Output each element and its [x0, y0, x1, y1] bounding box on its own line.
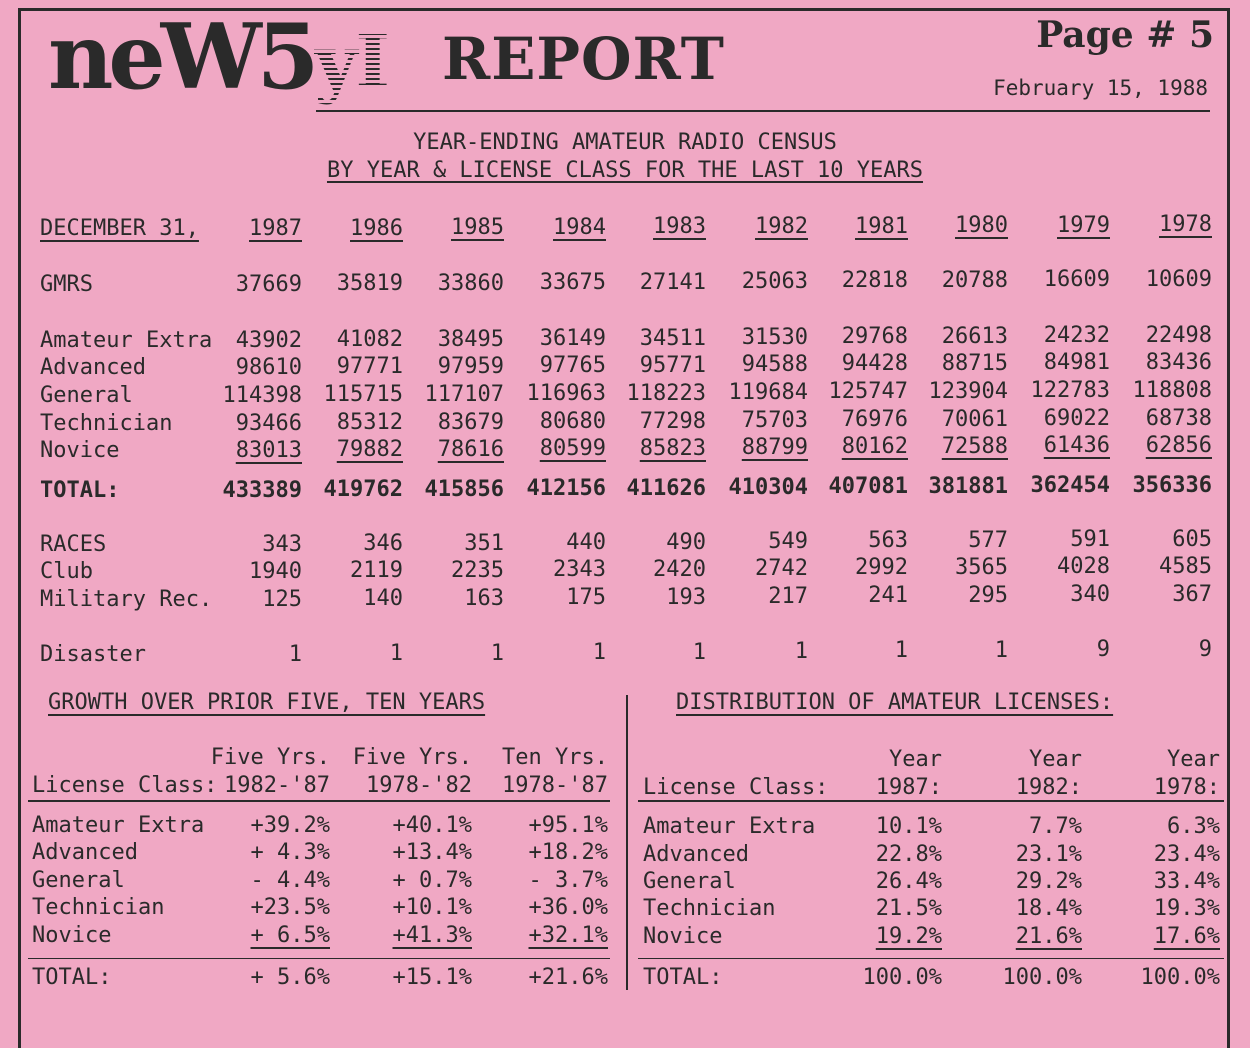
- growth-cell: +36.0%: [528, 895, 608, 920]
- growth-class-label: License Class:: [32, 773, 218, 798]
- census-cell: 4028: [1057, 554, 1110, 580]
- census-cell: 84981: [1043, 350, 1110, 376]
- census-cell: 118808: [1132, 377, 1212, 403]
- report-title: REPORT: [442, 25, 725, 93]
- census-cell: 93466: [235, 411, 302, 436]
- growth-cell: +21.6%: [528, 965, 608, 990]
- distribution-cell: 23.1%: [1015, 842, 1082, 867]
- growth-col-header: 1978-'87: [502, 773, 608, 798]
- census-row-label: Advanced: [40, 355, 146, 380]
- census-cell: 362454: [1030, 473, 1110, 499]
- census-cell: 29768: [841, 324, 908, 350]
- census-cell: 22818: [841, 268, 908, 294]
- census-cell: 125747: [828, 379, 908, 405]
- census-cell: 346: [363, 531, 403, 557]
- census-cell: 62856: [1145, 432, 1212, 458]
- distribution-cell: 21.6%: [1015, 924, 1082, 949]
- distribution-cell: 33.4%: [1153, 869, 1220, 894]
- growth-row-label: Advanced: [32, 840, 138, 865]
- census-cell: 35819: [336, 271, 403, 297]
- census-cell: 140: [363, 586, 403, 612]
- census-cell: 122783: [1030, 378, 1110, 404]
- growth-row-label: TOTAL:: [32, 965, 112, 990]
- census-row-label: GMRS: [40, 272, 93, 297]
- growth-col-header: Five Yrs.: [352, 745, 472, 770]
- census-cell: 95771: [639, 352, 706, 378]
- census-cell: 79882: [336, 437, 403, 463]
- census-cell: 98610: [235, 355, 302, 380]
- census-cell: 415856: [424, 476, 504, 502]
- census-cell: 83436: [1145, 349, 1212, 375]
- census-cell: 117107: [424, 381, 504, 407]
- distribution-cell: 10.1%: [875, 814, 942, 839]
- census-row-label: TOTAL:: [40, 478, 120, 503]
- census-cell: 193: [666, 584, 706, 610]
- census-cell: 16609: [1043, 267, 1110, 293]
- growth-cell: + 5.6%: [250, 965, 330, 990]
- distribution-cell: 100.0%: [1140, 965, 1220, 990]
- census-cell: 88799: [741, 435, 808, 460]
- census-cell: 75703: [741, 408, 808, 433]
- distribution-col-header: 1987:: [875, 775, 942, 800]
- distribution-col-header: 1982:: [1015, 775, 1082, 800]
- census-year-header: 1987: [249, 216, 302, 241]
- census-cell: 33675: [539, 270, 606, 296]
- census-year-header: 1982: [755, 214, 808, 239]
- distribution-title: DISTRIBUTION OF AMATEUR LICENSES:: [676, 690, 1114, 715]
- census-subtitle: BY YEAR & LICENSE CLASS FOR THE LAST 10 YEARS: [326, 158, 924, 183]
- growth-cell: +18.2%: [528, 840, 608, 865]
- distribution-cell: 18.4%: [1015, 896, 1082, 921]
- census-cell: 85312: [336, 410, 403, 436]
- census-cell: 85823: [639, 435, 706, 461]
- census-cell: 591: [1070, 527, 1110, 553]
- census-cell: 76976: [841, 407, 908, 433]
- census-cell: 410304: [728, 475, 808, 500]
- census-cell: 563: [868, 528, 908, 554]
- census-cell: 22498: [1145, 322, 1212, 348]
- growth-cell: +40.1%: [392, 813, 472, 838]
- census-cell: 83013: [235, 438, 302, 463]
- distribution-total-rule: [638, 958, 1224, 959]
- census-cell: 1: [490, 640, 504, 666]
- census-year-header: 1984: [553, 214, 606, 240]
- growth-cell: - 4.4%: [250, 868, 330, 893]
- census-cell: 1: [794, 639, 808, 664]
- census-cell: 27141: [639, 269, 706, 295]
- issue-date: February 15, 1988: [993, 76, 1208, 100]
- census-cell: 114398: [222, 383, 302, 408]
- census-cell: 1: [994, 637, 1008, 663]
- distribution-cell: 22.8%: [875, 842, 942, 867]
- census-cell: 119684: [728, 380, 808, 405]
- census-cell: 80599: [539, 436, 606, 462]
- growth-cell: +39.2%: [250, 813, 330, 838]
- census-cell: 2992: [855, 555, 908, 581]
- distribution-row-label: Technician: [643, 896, 776, 921]
- census-cell: 340: [1070, 582, 1110, 608]
- census-cell: 577: [968, 527, 1008, 553]
- census-year-header: 1978: [1159, 212, 1212, 238]
- distribution-cell: 29.2%: [1015, 869, 1082, 894]
- census-cell: 70061: [941, 406, 1008, 432]
- page-number: Page # 5: [1036, 14, 1214, 56]
- census-year-header: 1979: [1057, 212, 1110, 238]
- census-cell: 61436: [1043, 433, 1110, 459]
- census-cell: 367: [1172, 581, 1212, 607]
- census-row-label: RACES: [40, 532, 107, 557]
- census-year-header: 1986: [350, 215, 403, 241]
- census-cell: 343: [262, 532, 302, 557]
- census-cell: 4585: [1159, 553, 1212, 579]
- census-header-label: DECEMBER 31,: [40, 216, 199, 241]
- growth-cell: +13.4%: [392, 840, 472, 865]
- distribution-col-header: Year: [1029, 747, 1082, 772]
- column-divider: [626, 695, 628, 990]
- census-cell: 9: [1096, 637, 1110, 663]
- census-cell: 1: [288, 642, 302, 667]
- census-cell: 9: [1198, 636, 1212, 662]
- census-cell: 97765: [539, 353, 606, 379]
- census-cell: 295: [968, 582, 1008, 608]
- header-rule: [316, 110, 1210, 112]
- growth-header-rule: [28, 800, 610, 802]
- census-cell: 80680: [539, 409, 606, 435]
- census-cell: 72588: [941, 433, 1008, 459]
- distribution-row-label: TOTAL:: [643, 965, 723, 990]
- growth-cell: +10.1%: [392, 895, 472, 920]
- census-cell: 41082: [336, 327, 403, 353]
- distribution-cell: 21.5%: [875, 896, 942, 921]
- census-cell: 43902: [235, 328, 302, 353]
- distribution-row-label: Advanced: [643, 842, 749, 867]
- distribution-class-label: License Class:: [643, 775, 829, 800]
- growth-col-header: 1982-'87: [224, 773, 330, 798]
- census-cell: 411626: [626, 475, 706, 501]
- growth-cell: +41.3%: [392, 923, 472, 948]
- census-row-label: Amateur Extra: [40, 328, 213, 353]
- census-year-header: 1985: [451, 215, 504, 241]
- distribution-cell: 100.0%: [862, 965, 942, 990]
- census-cell: 24232: [1043, 323, 1110, 349]
- census-cell: 2119: [350, 558, 403, 584]
- census-row-label: General: [40, 383, 133, 408]
- census-cell: 1: [389, 641, 403, 667]
- distribution-cell: 17.6%: [1153, 924, 1220, 949]
- census-cell: 69022: [1043, 406, 1110, 432]
- distribution-row-label: Novice: [643, 924, 723, 949]
- census-cell: 116963: [526, 381, 606, 407]
- census-cell: 412156: [526, 476, 606, 502]
- growth-total-rule: [28, 958, 610, 959]
- census-year-header: 1983: [653, 214, 706, 240]
- census-cell: 241: [868, 583, 908, 609]
- distribution-cell: 100.0%: [1002, 965, 1082, 990]
- distribution-cell: 23.4%: [1153, 842, 1220, 867]
- growth-row-label: Novice: [32, 923, 112, 948]
- census-cell: 2343: [553, 557, 606, 583]
- census-cell: 217: [768, 584, 808, 609]
- census-cell: 26613: [941, 323, 1008, 349]
- census-row-label: Club: [40, 559, 93, 584]
- census-cell: 36149: [539, 326, 606, 352]
- census-cell: 2420: [653, 556, 706, 582]
- census-cell: 94428: [841, 351, 908, 377]
- census-cell: 175: [566, 585, 606, 611]
- census-cell: 97771: [336, 354, 403, 380]
- growth-title: GROWTH OVER PRIOR FIVE, TEN YEARS: [48, 690, 486, 715]
- census-cell: 33860: [437, 270, 504, 296]
- distribution-col-header: Year: [1167, 747, 1220, 772]
- growth-cell: + 0.7%: [392, 868, 472, 893]
- census-cell: 115715: [323, 382, 403, 408]
- census-cell: 38495: [437, 326, 504, 352]
- distribution-row-label: Amateur Extra: [643, 814, 816, 839]
- census-cell: 37669: [235, 272, 302, 297]
- distribution-row-label: General: [643, 869, 736, 894]
- distribution-col-header: 1978:: [1153, 775, 1220, 800]
- census-cell: 1: [592, 640, 606, 666]
- distribution-cell: 19.2%: [875, 924, 942, 949]
- growth-cell: + 4.3%: [250, 840, 330, 865]
- census-cell: 2742: [755, 556, 808, 581]
- census-cell: 381881: [928, 473, 1008, 499]
- census-cell: 68738: [1145, 405, 1212, 431]
- census-cell: 440: [566, 530, 606, 556]
- census-cell: 25063: [741, 269, 808, 294]
- census-cell: 407081: [828, 474, 908, 500]
- census-cell: 77298: [639, 408, 706, 434]
- growth-cell: - 3.7%: [528, 868, 608, 893]
- census-cell: 94588: [741, 352, 808, 377]
- growth-col-header: Ten Yrs.: [502, 745, 608, 770]
- census-cell: 490: [666, 529, 706, 555]
- census-cell: 83679: [437, 409, 504, 435]
- growth-cell: + 6.5%: [250, 923, 330, 948]
- census-title: YEAR-ENDING AMATEUR RADIO CENSUS: [413, 130, 837, 155]
- distribution-cell: 6.3%: [1167, 814, 1220, 839]
- census-cell: 1: [692, 639, 706, 665]
- census-cell: 125: [262, 587, 302, 612]
- census-cell: 78616: [437, 436, 504, 462]
- census-cell: 419762: [323, 477, 403, 503]
- growth-col-header: 1978-'82: [366, 773, 472, 798]
- growth-cell: +95.1%: [528, 813, 608, 838]
- distribution-col-header: Year: [889, 747, 942, 772]
- census-cell: 3565: [955, 554, 1008, 580]
- census-cell: 433389: [222, 478, 302, 503]
- census-row-label: Military Rec.: [40, 587, 213, 612]
- census-row-label: Novice: [40, 438, 120, 463]
- census-cell: 163: [464, 585, 504, 611]
- distribution-cell: 19.3%: [1153, 896, 1220, 921]
- census-cell: 549: [768, 529, 808, 554]
- growth-cell: +15.1%: [392, 965, 472, 990]
- newsyi-logo: neW5yI: [48, 2, 388, 112]
- census-cell: 123904: [928, 378, 1008, 404]
- census-cell: 1940: [249, 559, 302, 584]
- growth-col-header: Five Yrs.: [210, 745, 330, 770]
- census-cell: 10609: [1145, 266, 1212, 292]
- census-row-label: Technician: [40, 411, 173, 436]
- census-row-label: Disaster: [40, 642, 146, 667]
- census-year-header: 1980: [955, 213, 1008, 239]
- growth-cell: +23.5%: [250, 895, 330, 920]
- distribution-cell: 7.7%: [1029, 814, 1082, 839]
- census-cell: 80162: [841, 434, 908, 460]
- census-cell: 97959: [437, 353, 504, 379]
- census-cell: 34511: [639, 325, 706, 351]
- census-cell: 20788: [941, 267, 1008, 293]
- growth-row-label: Technician: [32, 895, 165, 920]
- census-cell: 1: [894, 638, 908, 664]
- census-cell: 118223: [626, 380, 706, 406]
- census-cell: 605: [1172, 526, 1212, 552]
- growth-row-label: General: [32, 868, 125, 893]
- census-cell: 356336: [1132, 472, 1212, 498]
- census-cell: 88715: [941, 350, 1008, 376]
- census-cell: 31530: [741, 325, 808, 350]
- growth-cell: +32.1%: [528, 923, 608, 948]
- census-cell: 351: [464, 530, 504, 556]
- growth-row-label: Amateur Extra: [32, 813, 205, 838]
- distribution-cell: 26.4%: [875, 869, 942, 894]
- census-cell: 2235: [451, 557, 504, 583]
- census-year-header: 1981: [855, 213, 908, 239]
